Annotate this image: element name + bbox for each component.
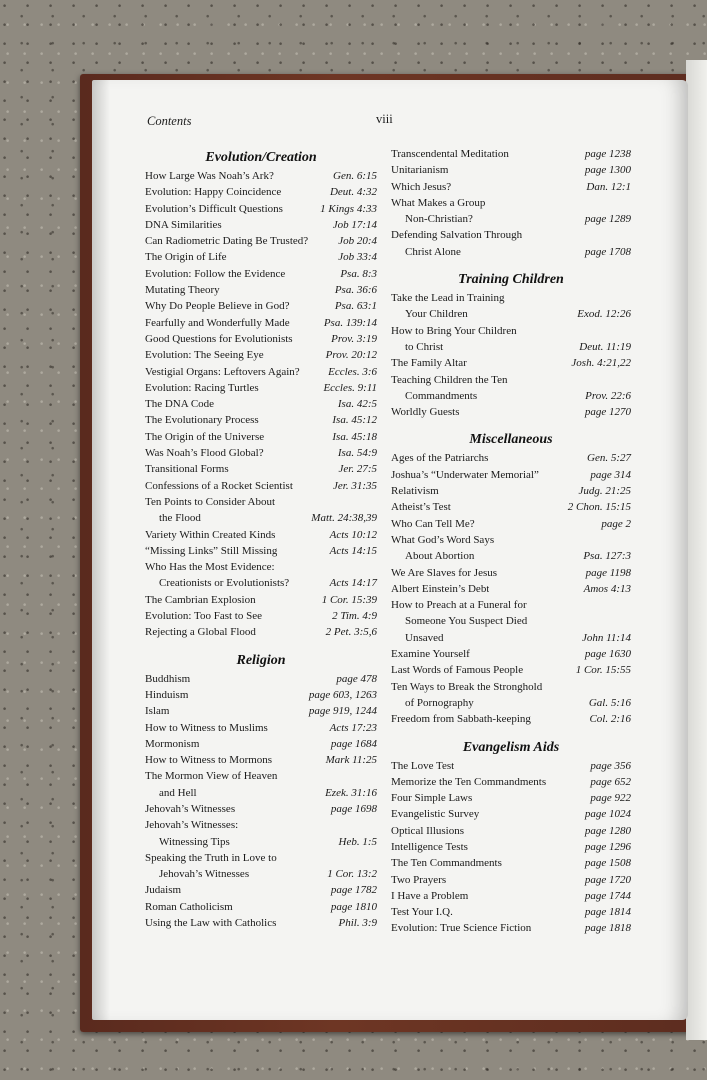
entry-reference: Ezek. 31:16 <box>325 786 377 799</box>
contents-entry <box>391 679 631 712</box>
entry-reference: Col. 2:16 <box>589 713 631 726</box>
entry-reference: page 356 <box>590 759 631 772</box>
contents-entry <box>391 450 631 466</box>
contents-entry <box>391 646 631 662</box>
section-title-training-children: Training Children <box>458 272 564 288</box>
contents-entry <box>391 146 631 162</box>
contents-entry <box>145 494 377 527</box>
entry-title-line: Defending Salvation Through <box>391 229 523 242</box>
entry-reference: Prov. 20:12 <box>325 349 377 362</box>
contents-column-right <box>391 146 631 937</box>
entry-reference: Exod. 12:26 <box>577 308 631 321</box>
entry-title: The Family Altar <box>391 357 467 370</box>
section-title-religion: Religion <box>236 652 286 668</box>
entry-title: How to Witness to Mormons <box>145 754 273 767</box>
contents-entry <box>145 412 377 428</box>
entry-title: Islam <box>145 705 170 718</box>
entry-reference: page 1270 <box>584 406 631 419</box>
contents-entry <box>145 543 377 559</box>
entry-reference: Mark 11:25 <box>325 754 377 767</box>
entry-reference: Heb. 1:5 <box>338 835 377 848</box>
contents-entry <box>145 624 377 640</box>
contents-entry <box>145 527 377 543</box>
contents-entry <box>145 801 377 817</box>
contents-entry <box>145 347 377 363</box>
entry-reference: page 1814 <box>584 906 631 919</box>
entry-title: Memorize the Ten Commandments <box>391 775 547 788</box>
entry-reference: Job 17:14 <box>332 218 377 231</box>
entry-title: Variety Within Created Kinds <box>145 528 276 541</box>
entry-reference: page 2 <box>601 517 631 530</box>
contents-entry <box>391 499 631 515</box>
entry-reference: page 1782 <box>330 884 377 897</box>
entry-title: Judaism <box>145 884 182 897</box>
contents-entry <box>145 882 377 898</box>
entry-title: DNA Similarities <box>145 218 222 231</box>
contents-entry <box>145 736 377 752</box>
entry-title: I Have a Problem <box>391 889 469 902</box>
entry-reference: Acts 14:17 <box>329 577 377 590</box>
entry-reference: Gal. 5:16 <box>588 696 631 709</box>
entry-title: Roman Catholicism <box>145 900 233 913</box>
entry-reference: Psa. 36:6 <box>334 284 377 297</box>
entry-title-line: What Makes a Group <box>391 196 486 209</box>
entry-reference: Dan. 12:1 <box>586 180 631 193</box>
contents-entry <box>391 839 631 855</box>
entry-reference: page 652 <box>590 775 631 788</box>
entry-title: Good Questions for Evolutionists <box>145 332 293 345</box>
contents-entry <box>145 671 377 687</box>
contents-entry <box>145 364 377 380</box>
entry-title-line: About Abortion <box>405 550 475 563</box>
entry-reference: Josh. 4:21,22 <box>571 357 631 370</box>
entry-title: The Evolutionary Process <box>145 414 259 427</box>
contents-entry <box>145 592 377 608</box>
contents-entry <box>145 703 377 719</box>
entry-title: Evolution: Happy Coincidence <box>145 186 282 199</box>
entry-title: We Are Slaves for Jesus <box>391 566 498 579</box>
contents-entry <box>145 752 377 768</box>
contents-entry <box>145 478 377 494</box>
contents-entry <box>145 249 377 265</box>
entry-reference: page 1024 <box>584 808 631 821</box>
entry-title-line: The Mormon View of Heaven <box>145 770 278 783</box>
entry-title-line: Ten Ways to Break the Stronghold <box>391 680 543 693</box>
entry-reference: page 1744 <box>584 889 631 902</box>
entry-reference: Eccles. 9:11 <box>323 381 377 394</box>
entry-reference: Acts 17:23 <box>329 721 377 734</box>
running-header: Contents <box>147 114 192 128</box>
contents-entry <box>391 483 631 499</box>
entry-title: Unitarianism <box>391 164 449 177</box>
entry-title: “Missing Links” Still Missing <box>145 544 278 557</box>
entry-title: Albert Einstein’s Debt <box>391 582 490 595</box>
entry-title: Test Your I.Q. <box>391 906 453 919</box>
entry-title: How to Witness to Muslims <box>145 721 268 734</box>
entry-title: Using the Law with Catholics <box>145 917 277 930</box>
entry-title: Mormonism <box>145 737 200 750</box>
entry-reference: page 1280 <box>584 824 631 837</box>
entry-reference: Psa. 139:14 <box>323 316 377 329</box>
entry-title-line: Who Has the Most Evidence: <box>145 561 275 574</box>
entry-title: The Origin of Life <box>145 251 227 264</box>
entry-title: The Cambrian Explosion <box>145 593 256 606</box>
entry-title-line: What God’s Word Says <box>391 533 495 546</box>
contents-entry <box>145 850 377 883</box>
entry-title: Can Radiometric Dating Be Trusted? <box>145 235 309 248</box>
entry-reference: page 1810 <box>330 900 377 913</box>
entry-title-line: Jehovah’s Witnesses <box>159 868 250 881</box>
contents-entry <box>145 380 377 396</box>
contents-entry <box>391 774 631 790</box>
entry-reference: 2 Pet. 3:5,6 <box>325 626 377 639</box>
entry-reference: Deut. 4:32 <box>329 186 377 199</box>
entry-reference: Phil. 3:9 <box>338 917 377 930</box>
entry-title: The Love Test <box>391 759 455 772</box>
entry-title-line: of Pornography <box>405 696 474 709</box>
entry-reference: Prov. 3:19 <box>331 332 377 345</box>
contents-entry <box>391 532 631 565</box>
contents-entry <box>145 331 377 347</box>
contents-entry <box>391 904 631 920</box>
entry-title: Buddhism <box>145 672 191 685</box>
contents-entry <box>391 806 631 822</box>
entry-reference: page 1708 <box>584 245 631 258</box>
entry-title: Evolution: Too Fast to See <box>145 610 262 623</box>
contents-entry <box>391 823 631 839</box>
entry-title: Worldly Guests <box>391 406 460 419</box>
entry-reference: Job 33:4 <box>338 251 377 264</box>
entry-title: Why Do People Believe in God? <box>145 300 290 313</box>
entry-title-line: and Hell <box>159 786 197 799</box>
entry-title: Evolution’s Difficult Questions <box>145 202 283 215</box>
entry-reference: page 1508 <box>584 857 631 870</box>
entry-reference: page 1300 <box>584 164 631 177</box>
entry-title: The DNA Code <box>145 398 215 411</box>
spine-shadow <box>92 80 110 1020</box>
contents-entry <box>391 355 631 371</box>
entry-title: Examine Yourself <box>391 648 470 661</box>
entry-reference: page 1818 <box>584 922 631 935</box>
contents-entry <box>145 217 377 233</box>
contents-entry <box>391 162 631 178</box>
entry-title: Transcendental Meditation <box>391 148 509 160</box>
contents-entry <box>391 581 631 597</box>
contents-entry <box>391 872 631 888</box>
entry-title-line: How to Preach at a Funeral for <box>391 599 527 612</box>
entry-title: Jehovah’s Witnesses <box>145 802 236 815</box>
entry-reference: Judg. 21:25 <box>578 485 631 498</box>
entry-reference: Eccles. 3:6 <box>328 365 377 378</box>
entry-reference: page 1698 <box>330 802 377 815</box>
entry-title-line: the Flood <box>159 512 201 525</box>
entry-reference: Isa. 45:18 <box>332 430 377 443</box>
facing-page-edge <box>686 60 707 1040</box>
entry-title-line: Non-Christian? <box>405 213 473 226</box>
contents-entry <box>391 227 631 260</box>
entry-reference: 1 Kings 4:33 <box>320 202 377 215</box>
contents-entry <box>145 168 377 184</box>
contents-entry <box>145 687 377 703</box>
entry-title: Who Can Tell Me? <box>391 517 475 530</box>
contents-entry <box>145 282 377 298</box>
contents-entry <box>145 184 377 200</box>
contents-entry <box>391 404 631 420</box>
entry-title: Rejecting a Global Flood <box>145 626 256 639</box>
entry-title: Mutating Theory <box>145 284 220 297</box>
contents-entry <box>145 461 377 477</box>
contents-entry <box>391 565 631 581</box>
entry-reference: page 603, 1263 <box>308 688 377 701</box>
entry-reference: Deut. 11:19 <box>579 340 631 353</box>
contents-entry <box>145 915 377 931</box>
contents-entry <box>145 720 377 736</box>
contents-entry <box>391 888 631 904</box>
entry-reference: page 1630 <box>584 648 631 661</box>
contents-entry <box>391 920 631 936</box>
section-title-evangelism-aids: Evangelism Aids <box>462 739 560 755</box>
entry-title-line: Jehovah’s Witnesses: <box>145 819 239 832</box>
contents-entry <box>145 233 377 249</box>
entry-title: Optical Illusions <box>391 824 465 837</box>
entry-title: Joshua’s “Underwater Memorial” <box>391 468 539 481</box>
entry-reference: 1 Cor. 15:55 <box>575 664 631 677</box>
entry-title: Confessions of a Rocket Scientist <box>145 479 293 492</box>
contents-entry <box>391 758 631 774</box>
entry-reference: page 1238 <box>584 148 631 160</box>
entry-reference: Psa. 63:1 <box>334 300 377 313</box>
contents-entry <box>391 662 631 678</box>
section-title-evolution-creation: Evolution/Creation <box>205 150 317 165</box>
contents-entry <box>391 516 631 532</box>
entry-title: Last Words of Famous People <box>391 664 524 677</box>
entry-title: Intelligence Tests <box>391 840 468 853</box>
entry-title: Atheist’s Test <box>391 501 451 514</box>
contents-entry <box>391 597 631 646</box>
entry-reference: Job 20:4 <box>338 235 377 248</box>
entry-title: Evolution: Follow the Evidence <box>145 267 286 280</box>
entry-title-line: Ten Points to Consider About <box>145 495 276 508</box>
entry-reference: page 1198 <box>585 566 631 579</box>
entry-reference: Isa. 45:12 <box>332 414 377 427</box>
entry-reference: 2 Tim. 4:9 <box>332 610 377 623</box>
contents-entry <box>391 290 631 323</box>
entry-reference: Isa. 42:5 <box>337 398 377 411</box>
entry-title-line: Creationists or Evolutionists? <box>159 577 290 590</box>
entry-title-line: Commandments <box>405 389 478 402</box>
contents-entry <box>145 608 377 624</box>
entry-title: Two Prayers <box>391 873 447 886</box>
entry-title-line: Teaching Children the Ten <box>391 373 508 386</box>
entry-title-line: to Christ <box>405 340 444 353</box>
entry-reference: 2 Chon. 15:15 <box>567 501 631 514</box>
page-number: viii <box>376 112 393 126</box>
contents-entry <box>391 372 631 405</box>
entry-reference: page 1289 <box>584 213 631 226</box>
entry-reference: Amos 4:13 <box>583 582 631 595</box>
contents-entry <box>391 323 631 356</box>
contents-entry <box>145 315 377 331</box>
contents-entry <box>391 195 631 228</box>
entry-reference: page 919, 1244 <box>308 705 377 718</box>
entry-title-line: Christ Alone <box>405 245 461 258</box>
entry-title: Relativism <box>391 485 439 498</box>
entry-title: Vestigial Organs: Leftovers Again? <box>145 365 300 378</box>
contents-entry <box>145 559 377 592</box>
section-title-miscellaneous: Miscellaneous <box>469 432 553 448</box>
entry-reference: Isa. 54:9 <box>337 447 377 460</box>
entry-reference: Acts 14:15 <box>329 544 377 557</box>
entry-reference: Gen. 6:15 <box>333 170 377 182</box>
entry-title: Evolution: True Science Fiction <box>391 922 532 935</box>
entry-title: How Large Was Noah’s Ark? <box>145 170 274 182</box>
contents-entry <box>391 179 631 195</box>
entry-reference: 1 Cor. 15:39 <box>321 593 377 606</box>
entry-reference: Prov. 22:6 <box>585 389 631 402</box>
entry-reference: page 1720 <box>584 873 631 886</box>
contents-entry <box>145 899 377 915</box>
contents-entry <box>145 396 377 412</box>
entry-title-line: Witnessing Tips <box>159 835 230 848</box>
entry-reference: page 478 <box>336 672 377 685</box>
contents-entry <box>391 855 631 871</box>
entry-title: Evolution: Racing Turtles <box>145 381 259 394</box>
entry-reference: Matt. 24:38,39 <box>311 512 377 525</box>
entry-title: Which Jesus? <box>391 180 452 193</box>
entry-title: Was Noah’s Flood Global? <box>145 447 264 460</box>
entry-reference: Jer. 31:35 <box>333 479 377 492</box>
entry-title: Evangelistic Survey <box>391 808 480 821</box>
entry-title: Four Simple Laws <box>391 792 473 805</box>
contents-entry <box>391 711 631 727</box>
entry-reference: Acts 10:12 <box>329 528 377 541</box>
contents-entry <box>145 817 377 850</box>
entry-reference: page 1296 <box>584 840 631 853</box>
entry-title: Evolution: The Seeing Eye <box>145 349 264 362</box>
contents-column-left <box>145 146 377 931</box>
entry-title-line: How to Bring Your Children <box>391 324 517 337</box>
entry-reference: Psa. 8:3 <box>340 267 377 280</box>
entry-title-line: Your Children <box>405 308 468 321</box>
contents-entry <box>145 201 377 217</box>
entry-reference: page 1684 <box>330 737 377 750</box>
entry-reference: John 11:14 <box>582 631 631 644</box>
entry-reference: page 922 <box>590 792 631 805</box>
contents-entry <box>145 298 377 314</box>
entry-title: The Ten Commandments <box>391 857 502 870</box>
contents-entry <box>145 768 377 801</box>
entry-title-line: Take the Lead in Training <box>391 292 505 305</box>
contents-entry <box>391 467 631 483</box>
entry-reference: Psa. 127:3 <box>583 550 631 563</box>
entry-reference: page 314 <box>590 468 631 481</box>
entry-title-line: Someone You Suspect Died <box>405 615 528 628</box>
entry-title: Freedom from Sabbath-keeping <box>391 713 531 726</box>
entry-title: The Origin of the Universe <box>145 430 265 443</box>
contents-entry <box>145 445 377 461</box>
entry-reference: Jer. 27:5 <box>338 463 377 476</box>
entry-title-line: Speaking the Truth in Love to <box>145 851 277 864</box>
entry-reference: Gen. 5:27 <box>587 452 631 465</box>
entry-title: Hinduism <box>145 688 189 701</box>
entry-title: Fearfully and Wonderfully Made <box>145 316 290 329</box>
entry-title: Ages of the Patriarchs <box>391 452 489 465</box>
contents-entry <box>145 266 377 282</box>
entry-title: Transitional Forms <box>145 463 229 476</box>
entry-reference: 1 Cor. 13:2 <box>327 868 377 881</box>
contents-entry <box>391 790 631 806</box>
entry-title-line: Unsaved <box>405 631 444 644</box>
contents-entry <box>145 429 377 445</box>
